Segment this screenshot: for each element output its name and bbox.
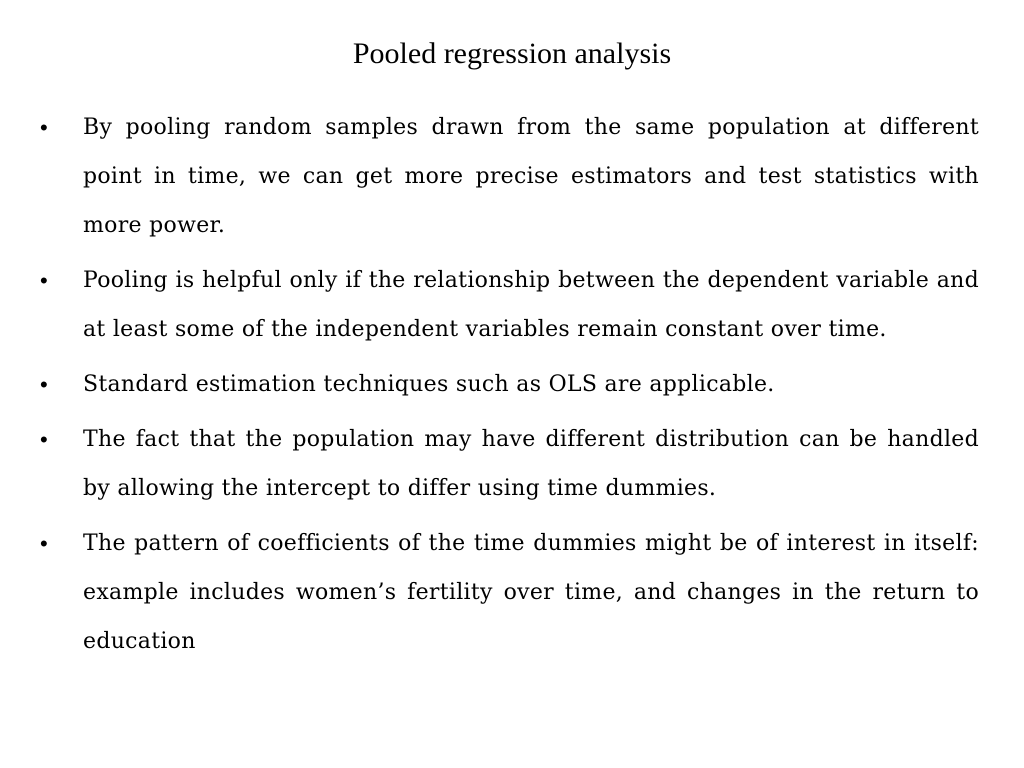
bullet-item-pooling-samples [40, 103, 979, 250]
bullet-dot-icon: • [40, 531, 48, 556]
bullet-item-ols [40, 360, 979, 409]
bullet-item-coefficients [40, 519, 979, 666]
bullet-text: Pooling is helpful only if the relationship between the dependent variable and at least some of the independent variables remain constant over time. [83, 268, 979, 342]
bullet-dot-icon: • [40, 268, 48, 293]
bullet-dot-icon: • [40, 115, 48, 140]
bullet-list [40, 103, 979, 672]
bullet-dot-icon: • [40, 372, 48, 397]
bullet-item-time-dummies [40, 415, 979, 513]
bullet-text: Standard estimation techniques such as OLS are applicable. [83, 372, 775, 397]
bullet-item-pooling-helpful [40, 256, 979, 354]
bullet-text: The pattern of coefficients of the time dummies might be of interest in itself: example includes women’s fertility over time, and changes in the return to education [83, 531, 979, 654]
bullet-dot-icon: • [40, 427, 48, 452]
slide-title: Pooled regression analysis [352, 37, 672, 70]
bullet-text: By pooling random samples drawn from the same population at different point in time, we can get more precise estimators and test statistics with more power. [83, 115, 979, 238]
bullet-text: The fact that the population may have different distribution can be handled by allowing the intercept to differ using time dummies. [83, 427, 979, 501]
